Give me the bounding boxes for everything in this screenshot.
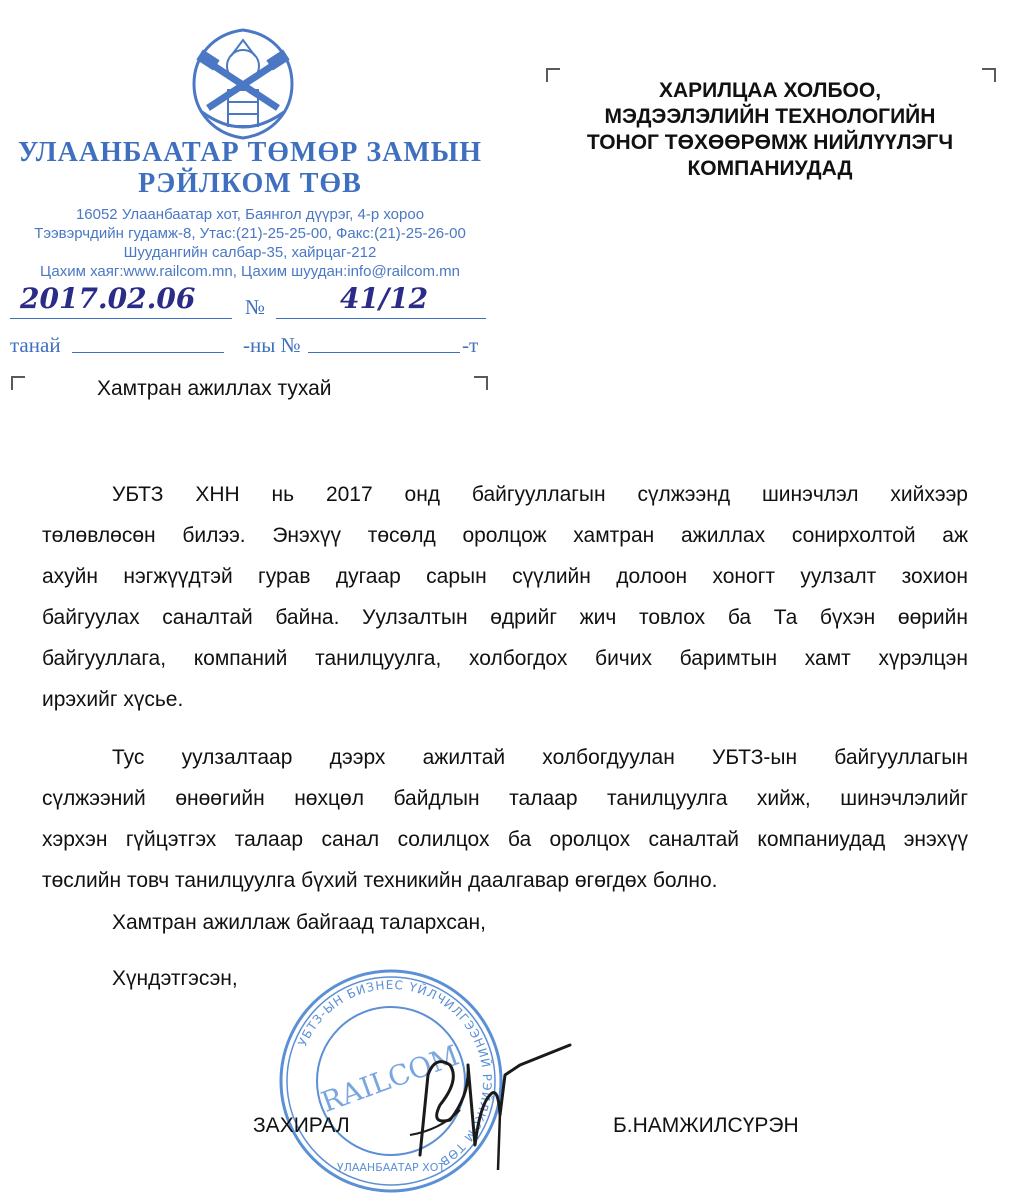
director-name: Б.НАМЖИЛСҮРЭН — [613, 1114, 799, 1137]
subject-line: Хамтран ажиллах тухай — [97, 377, 332, 400]
svg-text:RAILCOM: RAILCOM — [316, 1038, 464, 1119]
svg-text:УБТЗ-ЫН БИЗНЕС ҮЙЛЧИЛГЭЭНИЙ РЭ: УБТЗ-ЫН БИЗНЕС ҮЙЛЧИЛГЭЭНИЙ РЭЙЛКОМ ТӨВ — [295, 977, 495, 1170]
para2-line-3: хэрхэн гүйцэтгэх талаар санал солилцох ба оролцох саналтай компаниудад энэхүү — [42, 828, 968, 851]
date-handwritten: 2017.02.06 — [20, 282, 196, 315]
closing-line: Хамтран ажиллаж байгаад талархсан, — [112, 911, 486, 934]
address-line-4: Цахим хаяг:www.railcom.mn, Цахим шуудан:info@railcom.mn — [39, 263, 461, 280]
org-name-line2: РЭЙЛКОМ ТӨВ — [138, 168, 362, 199]
emblem-logo-icon — [188, 26, 298, 142]
para1-line-5: байгууллага, компаний танилцуулга, холбогдох бичих баримтын хамт хүрэлцэн — [42, 647, 968, 670]
body-paragraph-2 — [42, 737, 968, 901]
recipient-bracket-right — [982, 68, 996, 82]
para2-line-4: төслийн товч танилцуулга бүхий техникийн даалгавар өгөгдөх болно. — [42, 869, 718, 892]
date-underline — [10, 318, 232, 319]
your-number-underline — [308, 352, 460, 353]
number-underline — [276, 318, 486, 319]
number-handwritten: 41/12 — [340, 282, 429, 315]
org-name-line1: УЛААНБААТАР ТӨМӨР ЗАМЫН — [17, 137, 483, 168]
director-title: ЗАХИРАЛ — [253, 1114, 350, 1137]
your-ref-underline — [72, 352, 224, 353]
para2-line-1: Тус уулзалтаар дээрх ажилтай холбогдуулан УБТЗ-ын байгууллагын — [112, 746, 968, 769]
ny-label: -ны № — [243, 333, 301, 357]
your-label: танай — [10, 333, 61, 357]
para1-line-1: УБТЗ ХНН нь 2017 онд байгууллагын сүлжээнд шинэчлэл хийхээр — [112, 483, 968, 506]
recipient-line-4: КОМПАНИУДАД — [687, 157, 853, 180]
handwritten-signature — [380, 1035, 580, 1175]
body-paragraph-1 — [42, 474, 968, 720]
para1-line-2: төлөвлөсөн билээ. Энэхүү төсөлд оролцож хамтран ажиллах сонирхолтой аж — [42, 524, 968, 547]
recipient-line-1: ХАРИЛЦАА ХОЛБОО, — [658, 79, 882, 102]
address-line-2: Тээвэрчдийн гудамж-8, Утас:(21)-25-25-00, Факс:(21)-25-26-00 — [34, 225, 466, 242]
recipient-line-3: ТОНОГ ТӨХӨӨРӨМЖ НИЙЛҮҮЛЭГЧ — [586, 131, 954, 154]
para1-line-4: байгуулах саналтай байна. Уулзалтын өдрийг жич товлох ба Та бүхэн өөрийн — [42, 606, 968, 629]
address-line-3: Шуудангийн салбар-35, хайрцаг-212 — [123, 244, 377, 261]
address-line-1: 16052 Улаанбаатар хот, Баянгол дүүрэг, 4-р хороо — [75, 206, 425, 223]
para2-line-2: сүлжээний өнөөгийн нөхцөл байдлын талаар танилцуулга хийж, шинэчлэлийг — [42, 787, 968, 810]
regards-line: Хүндэтгэсэн, — [112, 967, 238, 990]
recipient-bracket-left — [546, 68, 560, 82]
svg-text:УЛААНБААТАР ХОТ: УЛААНБААТАР ХОТ — [336, 1161, 446, 1174]
subject-bracket-left — [11, 376, 25, 390]
para1-line-3: ахуйн нэгжүүдтэй гурав дугаар сарын сүүлийн долоон хоногт уулзалт зохион — [42, 565, 968, 588]
subject-bracket-right — [474, 376, 488, 390]
number-label: № — [245, 295, 266, 319]
t-label: -т — [462, 333, 479, 357]
recipient-line-2: МЭДЭЭЛЭЛИЙН ТЕХНОЛОГИЙН — [604, 105, 936, 128]
para1-line-6: ирэхийг хүсье. — [42, 688, 184, 711]
